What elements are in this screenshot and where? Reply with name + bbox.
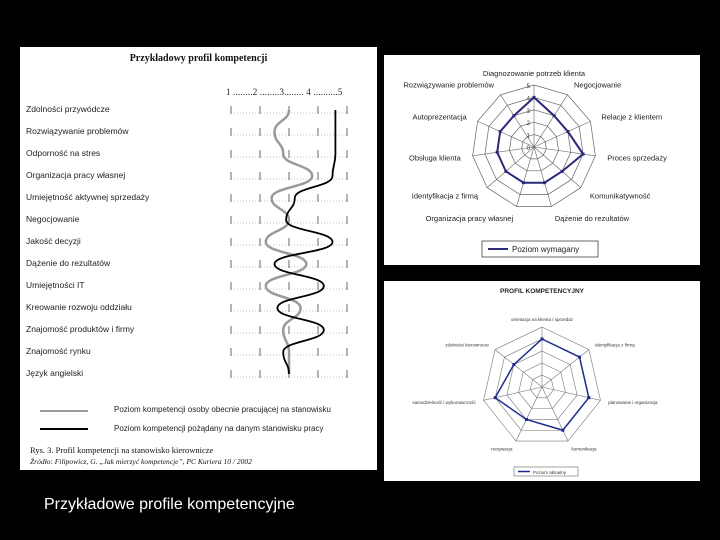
data-point (512, 363, 515, 366)
figure-caption: Rys. 3. Profil kompetencji na stanowisko kierownicze (30, 445, 214, 455)
radar-required-panel (384, 55, 700, 265)
data-point (525, 418, 528, 421)
data-point (533, 96, 536, 99)
data-point (561, 429, 564, 432)
radar-tick-label: 1 (526, 133, 530, 140)
competency-label: Negocjowanie (26, 214, 80, 224)
radar-title: PROFIL KOMPETENCYJNY (499, 288, 585, 295)
competency-label: Umiejętności IT (26, 280, 85, 290)
radar-tick-label: 2 (526, 121, 530, 128)
radar-spoke (473, 147, 534, 156)
radar-axis-label: Proces sprzedaży (607, 153, 667, 163)
profile-title: Przykładowy profil kompetencji (129, 53, 268, 64)
radar-required-chart (384, 55, 700, 265)
radar-axis-label: Organizacja pracy własnej (425, 214, 514, 224)
competency-label: Znajomość rynku (26, 346, 91, 356)
radar-axis-label: orientacja na klienta / sprzedaż (510, 317, 574, 322)
radar-axis-label: Obsługa klienta (409, 153, 461, 163)
data-point (512, 114, 515, 117)
radar-axis-label: Dążenie do rezultatów (554, 214, 630, 224)
legend-label: Poziom aktualny (533, 470, 567, 475)
data-point (566, 130, 569, 133)
data-point (587, 396, 590, 399)
legend-current-line (40, 410, 88, 412)
competency-label: Znajomość produktów i firmy (26, 324, 135, 334)
competency-label: Rozwiązywanie problemów (26, 126, 129, 136)
data-point (541, 338, 544, 341)
radar-axis-label: Negocjowanie (574, 80, 622, 90)
radar-tick-label: 5 (526, 84, 530, 90)
legend-required-label: Poziom kompetencji pożądany na danym stanowisku pracy (114, 424, 324, 433)
competency-profile-panel (20, 47, 377, 470)
radar-tick-label: 0 (526, 146, 530, 152)
data-point (561, 170, 564, 173)
competency-label: Kreowanie rozwoju oddziału (26, 302, 132, 312)
competency-label: Umiejętność aktywnej sprzedaży (26, 192, 150, 202)
data-point (494, 396, 497, 399)
figure-source: Źródło: Filipowicz, G. „Jak mierzyć kompetencje”, PC Kuriera 10 / 2002 (30, 457, 252, 466)
competency-label: Jakość decyzji (26, 236, 81, 246)
radar-profile-chart (384, 281, 700, 481)
competency-label: Organizacja pracy własnej (26, 170, 126, 180)
radar-tick-label: 3 (526, 108, 530, 115)
radar-axis-label: identyfikacja z firmą (595, 342, 635, 348)
radar-profile-panel (384, 281, 700, 481)
radar-axis-label: Rozwiązywanie problemów (403, 80, 494, 90)
radar-spoke (542, 387, 568, 441)
data-point (499, 130, 502, 133)
slide-caption: Przykładowe profile kompetencyjne (44, 496, 295, 513)
data-point (582, 153, 585, 156)
radar-axis-label: Identyfikacja z firmą (411, 191, 479, 201)
data-point (553, 114, 556, 117)
radar-axis-label: motywacja (491, 446, 513, 452)
competency-label: Zdolności przywódcze (26, 104, 110, 114)
competency-label: Odporność na stres (26, 148, 101, 158)
radar-axis-label: Komunikatywność (589, 191, 651, 201)
data-point (522, 181, 525, 184)
legend-current-label: Poziom kompetencji osoby obecnie pracującej na stanowisku (114, 405, 332, 414)
competency-label: Dążenie do rezultatów (26, 258, 111, 268)
radar-axis-label: Relacje z klientem (601, 112, 663, 122)
competency-label: Język angielski (26, 368, 84, 378)
radar-axis-label: komunikacja (571, 446, 597, 452)
radar-axis-label: Diagnozowanie potrzeb klienta (482, 69, 586, 78)
radar-axis-label: Autoprezentacja (412, 112, 467, 122)
radar-axis-label: samodzielność i wykonawczość (412, 400, 476, 406)
data-point (496, 151, 499, 154)
radar-axis-label: planowanie i organizacja (608, 400, 658, 406)
data-point (578, 356, 581, 359)
data-point (543, 181, 546, 184)
legend-required-line (40, 428, 88, 430)
legend-label: Poziom wymagany (512, 245, 580, 254)
radar-spoke (534, 147, 595, 156)
profile-scale-label: 1 ........2 ........3........ 4 ..........5 (226, 87, 343, 97)
radar-tick-label: 4 (526, 96, 530, 103)
data-point (504, 170, 507, 173)
radar-axis-label: zdolności kierownicze (445, 342, 489, 348)
